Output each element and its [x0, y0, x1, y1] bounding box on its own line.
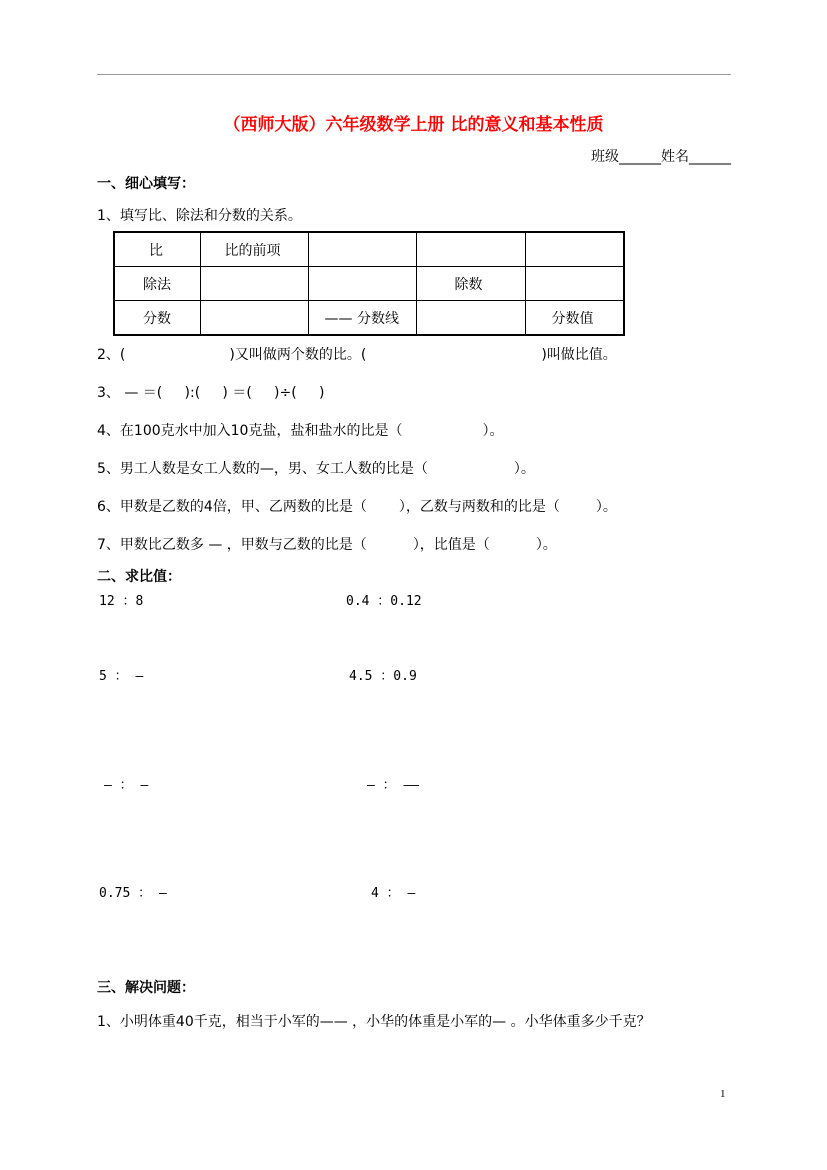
ratio-item: — ： ——	[367, 778, 420, 793]
question-text: ），比值是（	[412, 537, 490, 553]
question-text: ）。	[482, 423, 504, 439]
table-row	[114, 232, 624, 267]
ratio-item: — ： —	[104, 778, 149, 793]
question-1-7	[97, 534, 557, 554]
question-text: 7、甲数比乙数多 — ，甲数与乙数的比是（	[97, 537, 367, 553]
ratio-item: 0.4 ：0.12	[346, 594, 422, 609]
table-cell	[308, 267, 416, 301]
table-cell	[416, 232, 525, 267]
question-text: 6、甲数是乙数的4倍，甲、乙两数的比是（	[97, 499, 367, 515]
ratio-item: 12 ：8	[99, 594, 144, 609]
header-rule	[97, 74, 731, 75]
table-cell	[416, 301, 525, 336]
question-1-2	[97, 344, 617, 364]
question-text: )叫做比值。	[541, 347, 617, 363]
table-cell	[525, 267, 624, 301]
page-title: （西师大版）六年级数学上册 比的意义和基本性质	[223, 115, 604, 135]
table-cell: 分数	[114, 301, 200, 336]
table-cell: 除法	[114, 267, 200, 301]
table-cell: 比	[114, 232, 200, 267]
ratio-item: 4.5 ：0.9	[349, 669, 417, 684]
class-name-line: 班级______姓名______	[591, 149, 731, 165]
ratio-item: 0.75 ： —	[99, 886, 167, 901]
question-text: 2、(	[97, 347, 126, 363]
table-cell	[200, 267, 308, 301]
question-text: ）。	[513, 461, 535, 477]
question-1-1: 1、填写比、除法和分数的关系。	[97, 208, 302, 224]
question-text: ）。	[535, 537, 557, 553]
table-cell: —— 分数线	[308, 301, 416, 336]
relation-table	[113, 231, 625, 336]
question-1-3: 3、 — ＝( ):( ) ＝( )÷( )	[97, 385, 325, 401]
table-cell: 分数值	[525, 301, 624, 336]
table-row	[114, 301, 624, 336]
question-1-4	[97, 420, 503, 440]
question-text: ）。	[595, 499, 617, 515]
ratio-item: 5 ： —	[99, 669, 144, 684]
question-1-5	[97, 458, 535, 478]
table-cell	[200, 301, 308, 336]
section1-heading: 一、细心填写：	[97, 176, 195, 192]
question-text: )又叫做两个数的比。(	[229, 347, 367, 363]
question-text: 4、在100克水中加入10克盐，盐和盐水的比是（	[97, 423, 403, 439]
question-1-6	[97, 496, 617, 516]
question-text: ），乙数与两数和的比是（	[398, 499, 560, 515]
table-row	[114, 267, 624, 301]
ratio-item: 4 ： —	[371, 886, 416, 901]
section3-heading: 三、解决问题：	[97, 980, 195, 996]
question-3-1: 1、小明体重40千克，相当于小军的—— ，小华的体重是小军的— 。小华体重多少千克？	[97, 1014, 651, 1030]
table-cell: 除数	[416, 267, 525, 301]
table-cell	[308, 232, 416, 267]
section2-heading: 二、求比值：	[97, 569, 181, 585]
table-cell	[525, 232, 624, 267]
question-text: 5、男工人数是女工人数的—，男、女工人数的比是（	[97, 461, 428, 477]
page-number: 1	[720, 1088, 726, 1100]
table-cell: 比的前项	[200, 232, 308, 267]
